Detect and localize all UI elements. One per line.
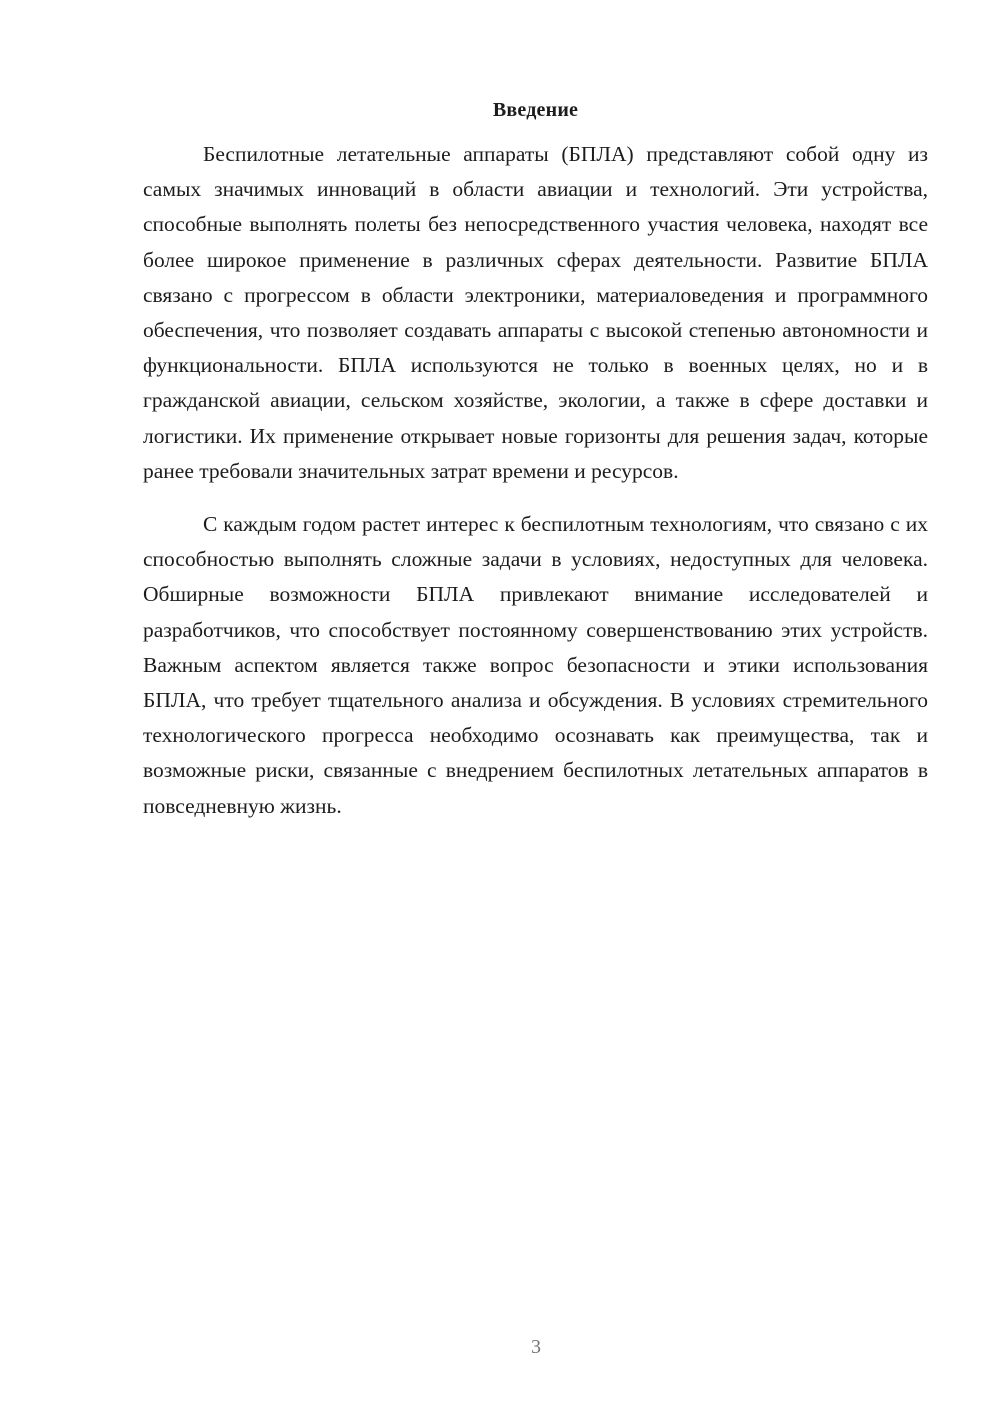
paragraph-intro: Беспилотные летательные аппараты (БПЛА) представляют собой одну из самых значимых инноваций в области авиации и технологий. Эти устройства, способные выполнять полеты без непосредственного участия человека, находят все более широкое применение в различных сферах деятельности. Развитие БПЛА связано с прогрессом в области электроники, материаловедения и программного обеспечения, что позволяет создавать аппараты с высокой степенью автономности и функциональности. БПЛА используются не только в военных целях, но и в гражданской авиации, сельском хозяйстве, экологии, а также в сфере доставки и логистики. Их применение открывает новые горизонты для решения задач, которые ранее требовали значительных затрат времени и ресурсов.: [143, 142, 928, 483]
page-content: [143, 95, 928, 824]
section-title: Введение: [492, 99, 579, 121]
paragraph-interest: С каждым годом растет интерес к беспилотным технологиям, что связано с их способностью выполнять сложные задачи в условиях, недоступных для человека. Обширные возможности БПЛА привлекают внимание исследователей и разработчиков, что способствует постоянному совершенствованию этих устройств. Важным аспектом является также вопрос безопасности и этики использования БПЛА, что требует тщательного анализа и обсуждения. В условиях стремительного технологического прогресса необходимо осознавать как преимущества, так и возможные риски, связанные с внедрением беспилотных летательных аппаратов в повседневную жизнь.: [143, 512, 928, 818]
page-number: 3: [531, 1336, 541, 1358]
